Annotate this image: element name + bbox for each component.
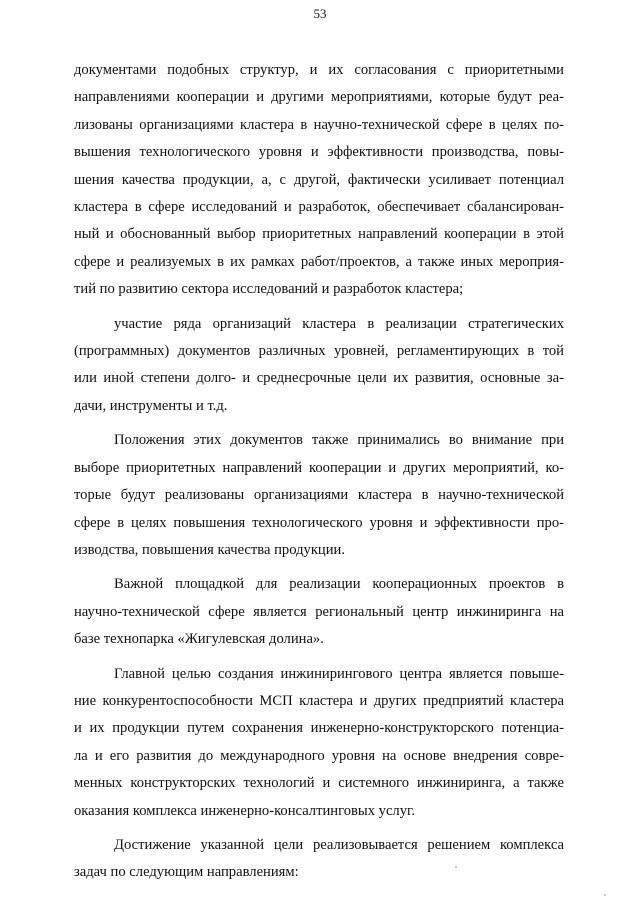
text-line: сфере в целях повышения технологического уровня и эффективности про-: [74, 514, 564, 531]
scan-speck: [604, 894, 606, 896]
text-line: документами подобных структур, и их согласования с приоритетными: [74, 62, 564, 78]
scan-speck: [455, 866, 457, 868]
text-line: тий по развитию сектора исследований и разработок кластера;: [74, 281, 464, 298]
text-line: сфере и реализуемых в их рамках работ/проектов, а также иных мероприя-: [74, 253, 564, 270]
text-line: базе технопарка «Жигулевская долина».: [74, 631, 324, 648]
paragraph: [74, 661, 564, 825]
text-line: вышения технологического уровня и эффективности производства, повы-: [74, 144, 564, 161]
text-line: кластера в сфере исследований и разработок, обеспечивает сбалансирован-: [74, 199, 564, 216]
text-line: задач по следующим направлениям:: [74, 864, 299, 881]
text-line: изводства, повышения качества продукции.: [74, 541, 345, 558]
text-line: направлениями кооперации и другими мероприятиями, которые будут реа-: [74, 89, 564, 106]
text-line: или иной степени долго- и среднесрочные цели их развития, основные за-: [74, 370, 564, 387]
text-line: научно-технической сфере является региональный центр инжиниринга на: [74, 603, 564, 620]
text-line: дачи, инструменты и т.д.: [74, 397, 228, 414]
text-line: лизованы организациями кластера в научно-технической сфере в целях по-: [74, 116, 564, 133]
text-line: Главной целью создания инжинирингового центра является повыше-: [114, 665, 564, 682]
text-line: (программных) документов различных уровней, регламентирующих в той: [74, 343, 564, 360]
text-line: шения качества продукции, а, с другой, фактически усиливает потенциал: [74, 171, 564, 188]
text-line: оказания комплекса инженерно-консалтинговых услуг.: [74, 802, 415, 819]
text-line: ла и его развития до международного уровня на основе внедрения совре-: [74, 747, 564, 764]
paragraph: [74, 832, 564, 887]
text-line: Положения этих документов также принимались во внимание при: [114, 432, 564, 449]
text-line: и их продукции путем сохранения инженерно-конструкторского потенциа-: [74, 720, 564, 737]
paragraph: [74, 57, 564, 304]
text-line: Достижение указанной цели реализовывается решением комплекса: [114, 836, 564, 853]
paragraph: [74, 571, 564, 653]
text-line: менных конструкторских технологий и системного инжиниринга, а также: [74, 775, 564, 792]
text-line: Важной площадкой для реализации кооперационных проектов в: [114, 576, 564, 593]
document-body: [74, 57, 564, 887]
text-line: ние конкурентоспособности МСП кластера и других предприятий кластера: [74, 692, 564, 709]
page-number: 53: [313, 6, 327, 21]
paragraph: [74, 311, 564, 421]
text-line: торые будут реализованы организациями кластера в научно-технической: [74, 487, 564, 504]
paragraph: [74, 427, 564, 564]
text-line: выборе приоритетных направлений кооперации и других мероприятий, ко-: [74, 459, 564, 476]
text-line: ный и обоснованный выбор приоритетных направлений кооперации в этой: [74, 226, 564, 243]
text-line: участие ряда организаций кластера в реализации стратегических: [114, 315, 564, 332]
